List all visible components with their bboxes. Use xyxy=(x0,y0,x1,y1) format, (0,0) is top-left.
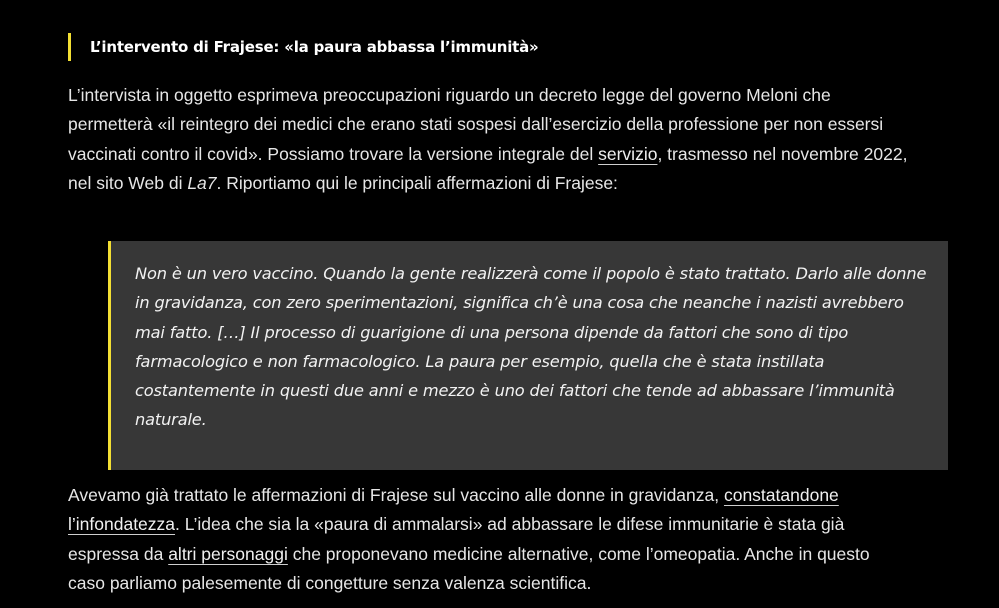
paragraph-text: Avevamo già trattato le affermazioni di Frajese sul vaccino alle donne in gravidanza, xyxy=(68,485,724,505)
paragraph-text: L’intervista in oggetto esprimeva preoccupazioni riguardo un decreto legge del governo Meloni che permetterà «il reintegro dei medici che erano stati sospesi dall’esercizio della professione per non essersi vaccinati contro il covid». Possiamo trovare la versione integrale del xyxy=(68,85,884,164)
source-name: La7 xyxy=(187,173,217,194)
paragraph-followup xyxy=(68,481,910,599)
paragraph-text: . Riportiamo qui le principali affermazioni di Frajese: xyxy=(216,173,618,194)
paragraph-intro xyxy=(68,81,910,199)
quote-text: Non è un vero vaccino. Quando la gente realizzerà come il popolo è stato trattato. Darlo alle donne in gravidanza, con zero sperimentazioni, significa ch’è una cosa che neanche i nazisti avrebbero mai fatto. […] Il processo di guarigione di una persona dipende da fattori che sono di tipo farmacologico e non farmacologico. La paura per esempio, quella che è stata instillata costantemente in questi due anni e mezzo è uno dei fattori che tende ad abbassare l’immunità naturale. xyxy=(135,264,927,430)
paragraph-text: . L’idea che sia la «paura di ammalarsi» ad abbassare le difese immunitarie è stata già espressa da xyxy=(68,514,845,564)
link-servizio[interactable]: servizio xyxy=(598,143,658,164)
link-altri-personaggi[interactable]: altri personaggi xyxy=(168,543,288,564)
link-infondatezza[interactable]: constatandone l’infondatezza xyxy=(68,485,839,535)
paragraph-text: , trasmesso nel novembre 2022, nel sito Web di xyxy=(68,143,908,194)
blockquote xyxy=(108,241,948,470)
section-subheading: L’intervento di Frajese: «la paura abbassa l’immunità» xyxy=(68,33,539,61)
paragraph-text: che proponevano medicine alternative, come l’omeopatia. Anche in questo caso parliamo palesemente di congetture senza valenza scientifica. xyxy=(68,543,870,594)
